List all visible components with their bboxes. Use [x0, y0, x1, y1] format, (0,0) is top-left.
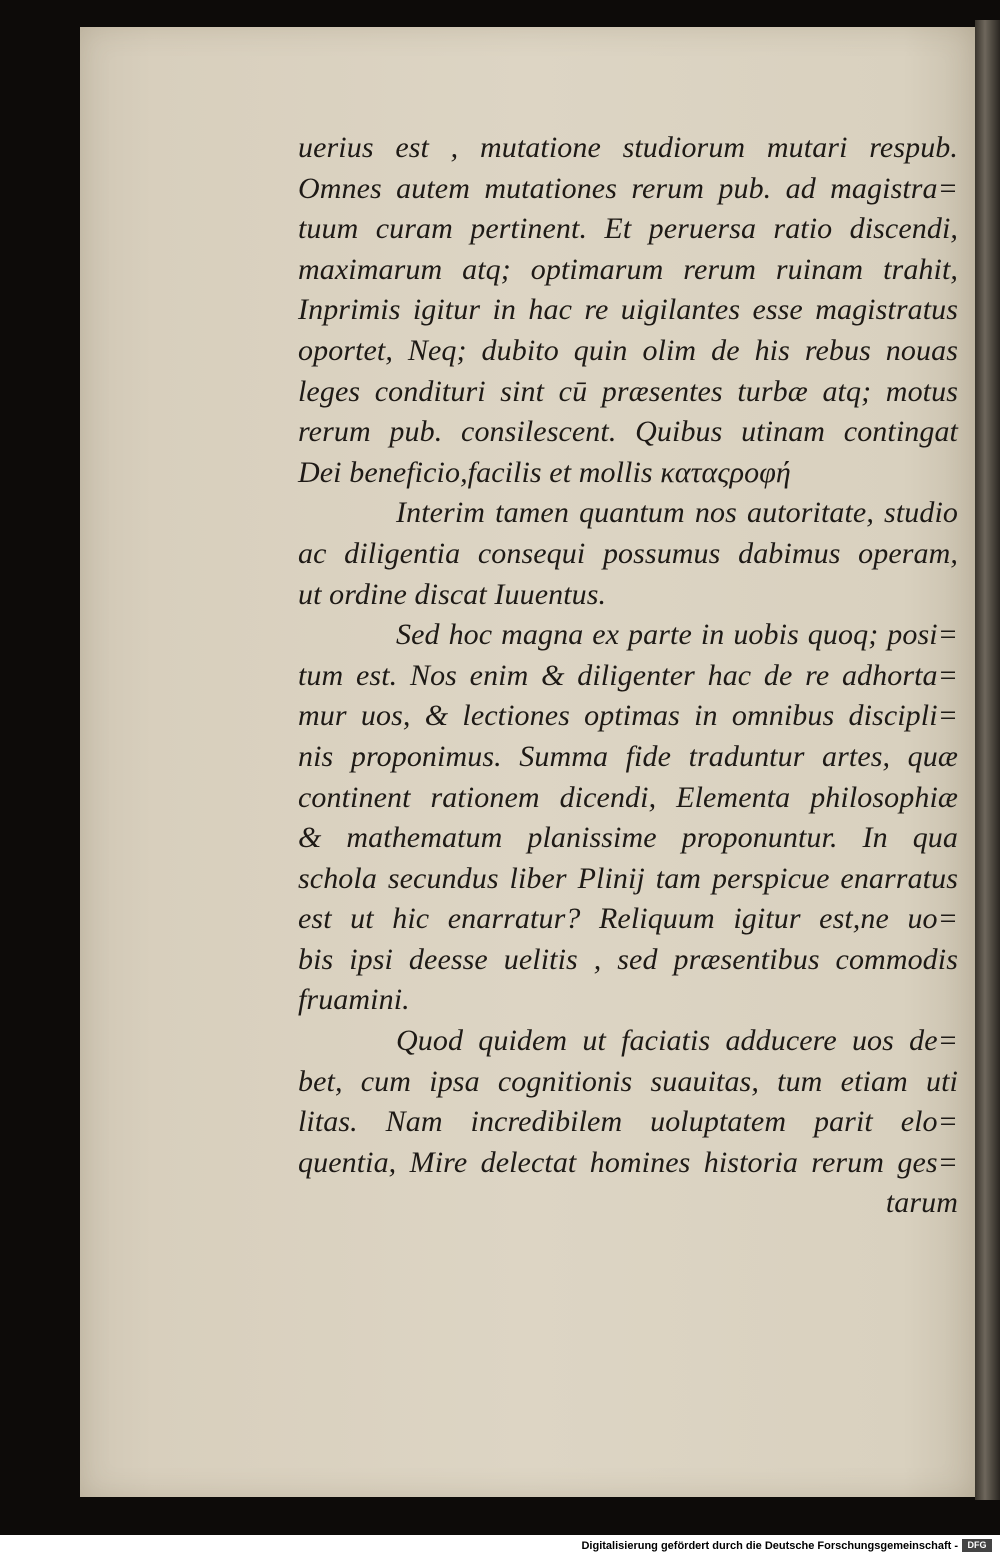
text-line: & mathematum planissime proponuntur. In qua: [298, 821, 958, 855]
footer-bar: [0, 1535, 1000, 1557]
text-line: ac diligentia consequi possumus dabimus operam,: [298, 536, 958, 570]
text-line: oportet, Neq; dubito quin olim de his rebus nouas: [298, 333, 958, 367]
text-line: Quod quidem ut faciatis adducere uos de=: [396, 1024, 958, 1058]
body-text: [298, 128, 958, 1224]
text-line: bis ipsi deesse uelitis , sed præsentibus commodis: [298, 942, 958, 976]
text-line: Dei beneficio,facilis et mollis καταςροφή: [298, 455, 791, 489]
text-line: litas. Nam incredibilem uoluptatem parit elo=: [298, 1105, 958, 1139]
book-fore-edge: [975, 20, 1000, 1500]
text-line: rerum pub. consilescent. Quibus utinam contingat: [298, 415, 958, 449]
text-line: tarum: [885, 1186, 958, 1220]
text-line: schola secundus liber Plinij tam perspicue enarratus: [298, 861, 958, 895]
dfg-logo: DFG: [962, 1539, 992, 1552]
text-line: leges condituri sint cū præsentes turbæ atq; motus: [298, 374, 958, 408]
footer-credit: Digitalisierung gefördert durch die Deutsche Forschungsgemeinschaft -: [581, 1540, 958, 1552]
text-line: continent rationem dicendi, Elementa philosophiæ: [298, 780, 958, 814]
text-line: bet, cum ipsa cognitionis suauitas, tum etiam uti: [298, 1064, 958, 1098]
text-line: Omnes autem mutationes rerum pub. ad magistra=: [298, 171, 958, 205]
text-line: Sed hoc magna ex parte in uobis quoq; posi=: [396, 618, 958, 652]
text-line: ut ordine discat Iuuentus.: [298, 577, 607, 611]
text-line: uerius est , mutatione studiorum mutari respub.: [298, 131, 958, 164]
text-line: tum est. Nos enim & diligenter hac de re adhorta=: [298, 658, 958, 692]
text-line: Inprimis igitur in hac re uigilantes esse magistratus: [298, 293, 958, 327]
text-line: mur uos, & lectiones optimas in omnibus discipli=: [298, 699, 958, 733]
text-line: fruamini.: [298, 983, 410, 1017]
text-line: tuum curam pertinent. Et peruersa ratio discendi,: [298, 212, 958, 246]
text-line: est ut hic enarratur? Reliquum igitur est,ne uo=: [298, 902, 958, 936]
text-line: quentia, Mire delectat homines historia rerum ges=: [298, 1145, 958, 1179]
text-line: Interim tamen quantum nos autoritate, studio: [396, 496, 958, 530]
text-line: maximarum atq; optimarum rerum ruinam trahit,: [298, 252, 958, 286]
text-line: nis proponimus. Summa fide traduntur artes, quæ: [298, 739, 958, 773]
